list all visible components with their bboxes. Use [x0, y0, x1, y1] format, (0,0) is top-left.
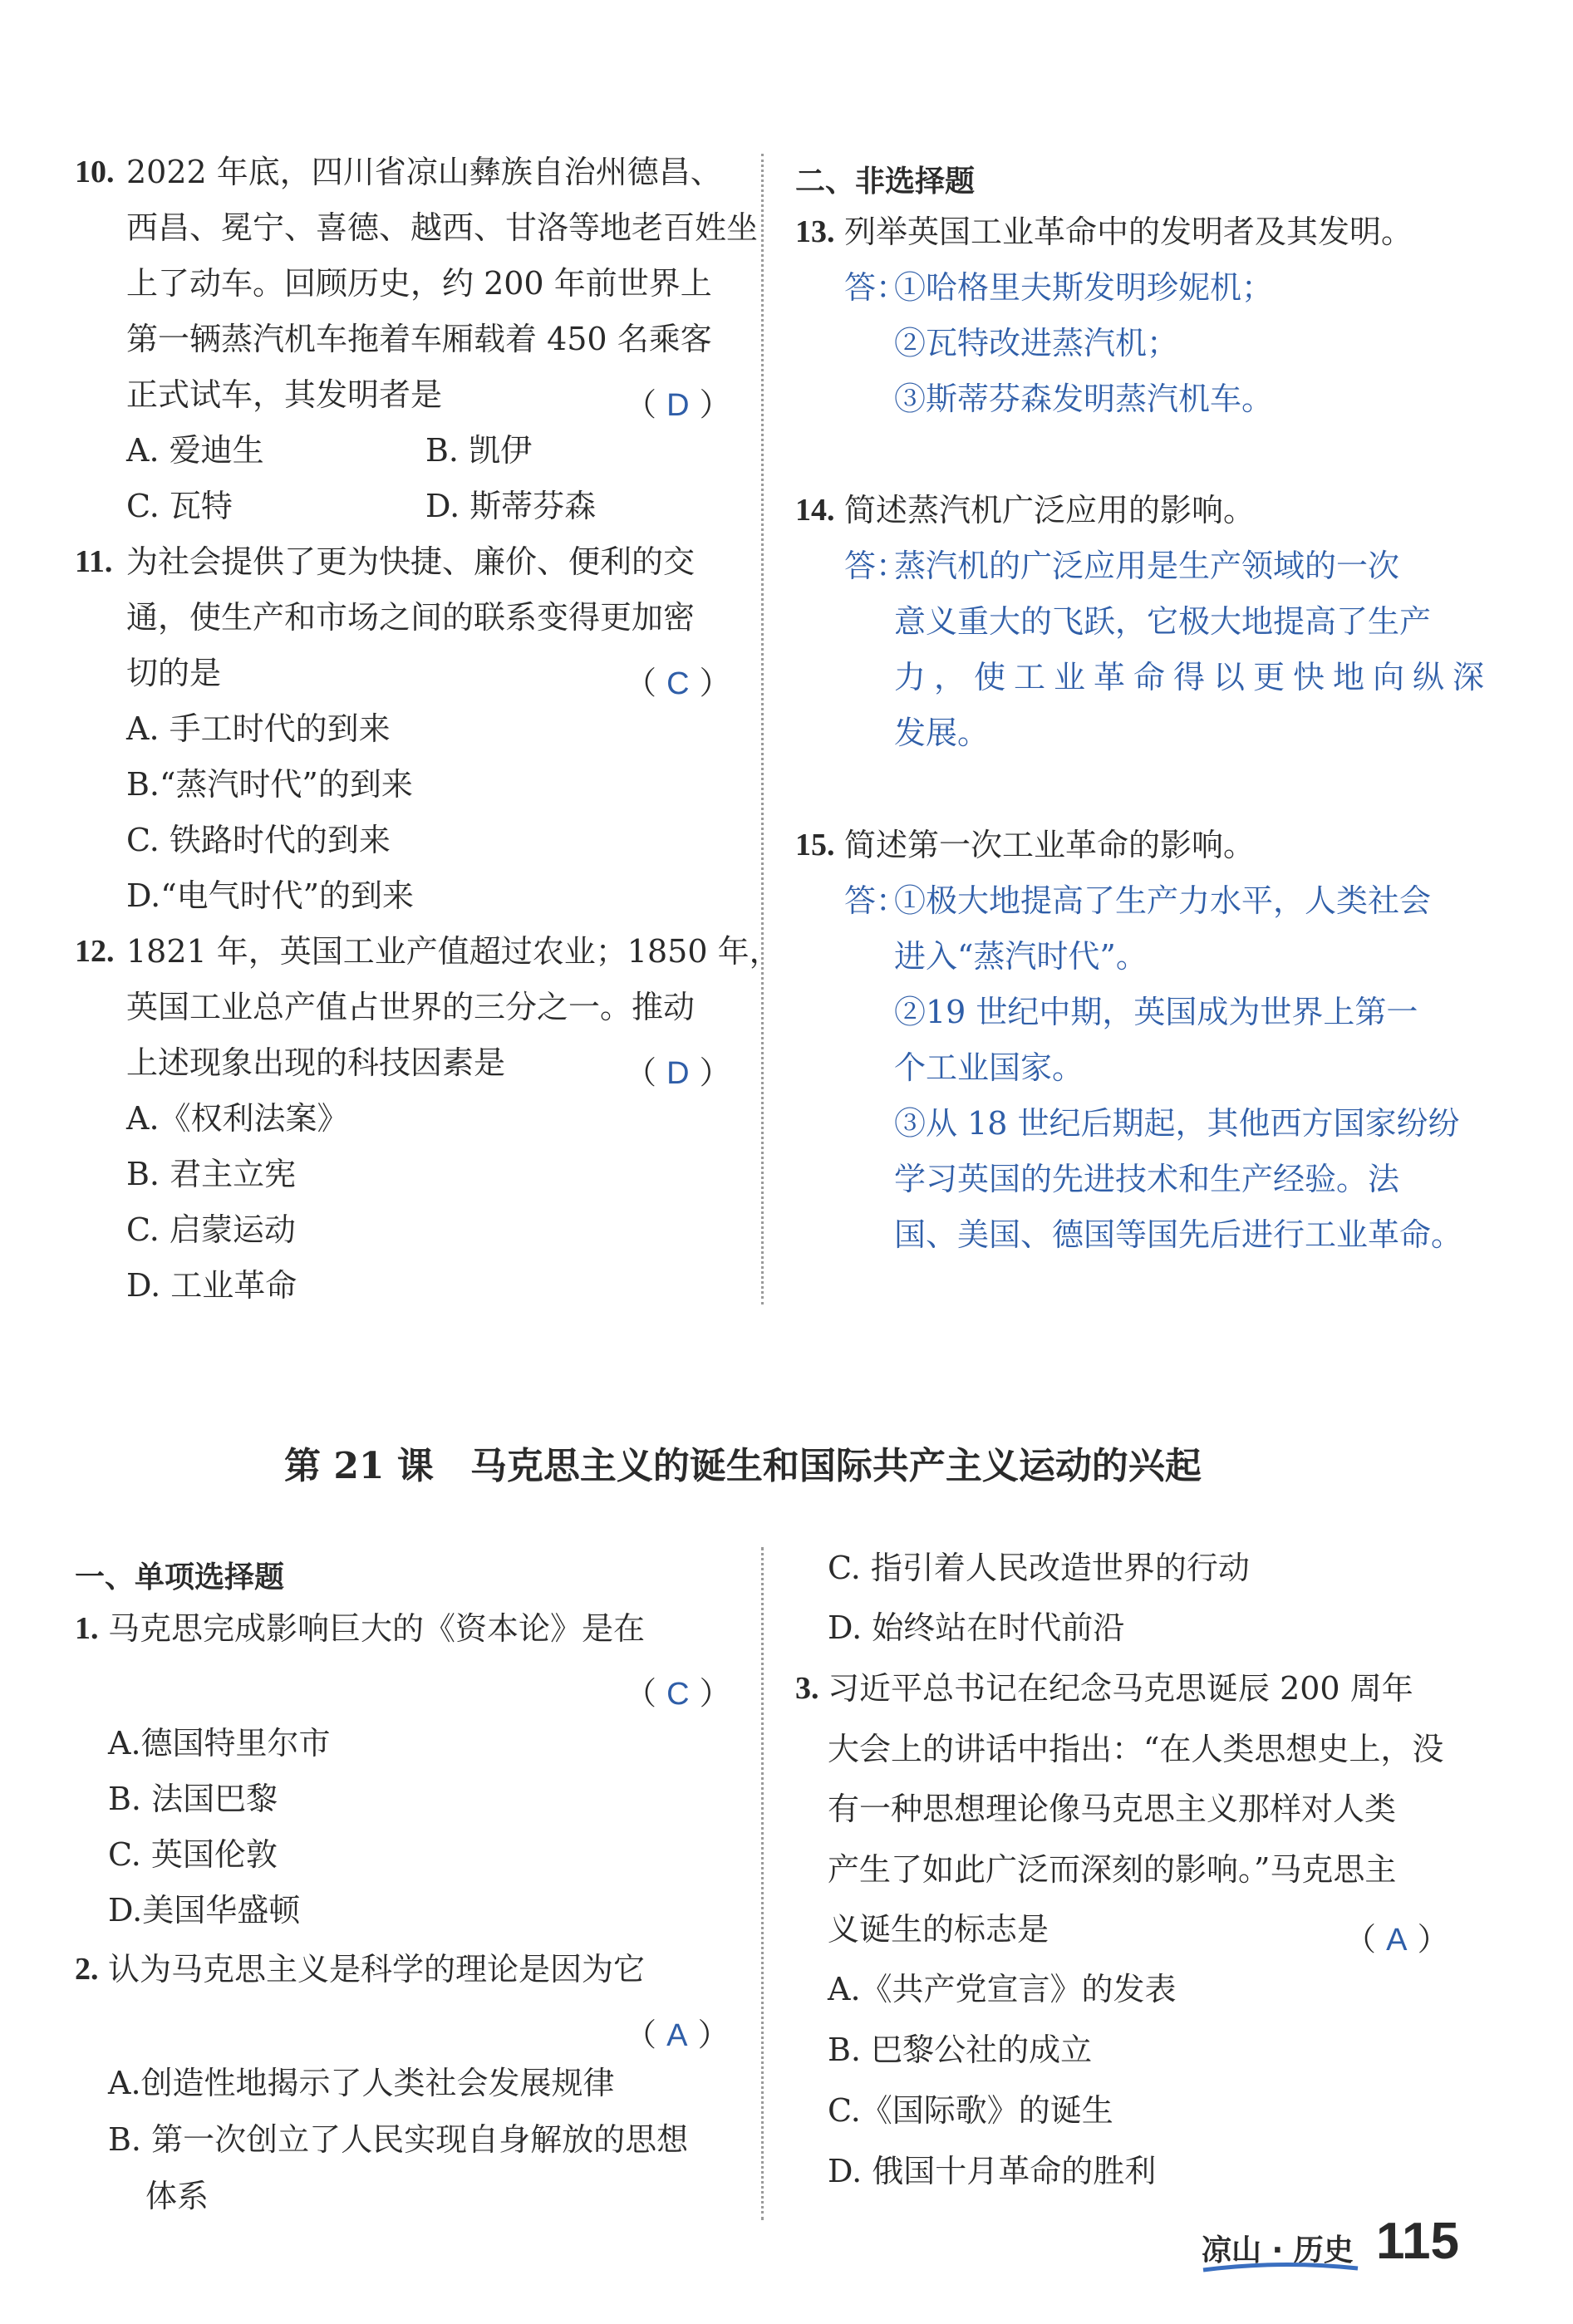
q10-line: 正式试车，其发明者是	[126, 376, 443, 413]
q1-answer-bracket: （ C ）	[625, 1675, 731, 1712]
q14-answer-line: 力，使工业革命得以更快地向纵深	[894, 659, 1493, 695]
q1-option-b: B. 法国巴黎	[108, 1781, 278, 1817]
q13-number: 13.	[795, 214, 835, 249]
q11-line: 通，使生产和市场之间的联系变得更加密	[126, 599, 696, 636]
q14-answer-line: 意义重大的飞跃，它极大地提高了生产	[894, 603, 1432, 640]
q11-number: 11.	[75, 544, 113, 579]
q12-option-b: B. 君主立宪	[126, 1156, 297, 1192]
q3-option-c: C.《国际歌》的诞生	[828, 2092, 1113, 2129]
q2-answer: A	[666, 2018, 688, 2053]
q3-number: 3.	[795, 1671, 819, 1706]
q13-answer-line: ②瓦特改进蒸汽机；	[894, 325, 1179, 361]
q11-option-d: D.“电气时代”的到来	[126, 877, 415, 914]
section-heading-single-choice: 一、单项选择题	[75, 1560, 285, 1594]
q2-option-a: A.创造性地揭示了人类社会发展规律	[108, 2065, 615, 2101]
page-number: 115	[1376, 2213, 1460, 2270]
q11-answer: C	[666, 666, 690, 701]
q11-option-b: B.“蒸汽时代”的到来	[126, 766, 413, 803]
q2-question: 认为马克思主义是科学的理论是因为它	[108, 1951, 646, 1987]
q3-option-a: A.《共产党宣言》的发表	[828, 1971, 1177, 2007]
q10-line: 西昌、冕宁、喜德、越西、甘洛等地老百姓坐	[126, 209, 759, 246]
q15-answer-line: ①极大地提高了生产力水平，人类社会	[894, 882, 1432, 919]
q14-question: 简述蒸汽机广泛应用的影响。	[844, 492, 1256, 528]
q13-answer-line: ③斯蒂芬森发明蒸汽机车。	[894, 381, 1274, 417]
q12-number: 12.	[75, 934, 115, 969]
q12-line: 上述现象出现的科技因素是	[126, 1044, 506, 1081]
q3-line: 义诞生的标志是	[828, 1911, 1049, 1948]
q3-option-b: B. 巴黎公社的成立	[828, 2032, 1093, 2068]
q15-answer-label: 答：	[844, 882, 908, 919]
q11-line: 切的是	[126, 655, 222, 691]
q15-answer-line: ③从 18 世纪后期起，其他西方国家纷纷	[894, 1105, 1460, 1142]
q10-line: 2022 年底，四川省凉山彝族自治州德昌、	[126, 154, 722, 190]
q15-number: 15.	[795, 828, 835, 862]
q15-answer-line: 国、美国、德国等国先后进行工业革命。	[894, 1216, 1463, 1253]
q2-option-d: D. 始终站在时代前沿	[828, 1609, 1125, 1646]
q10-answer-bracket: （ D ）	[625, 386, 731, 423]
q1-answer: C	[666, 1677, 690, 1712]
q1-option-d: D.美国华盛顿	[108, 1892, 301, 1928]
q14-answer-label: 答：	[844, 548, 908, 584]
q1-number: 1.	[75, 1611, 99, 1646]
q3-line: 有一种思想理论像马克思主义那样对人类	[828, 1791, 1397, 1827]
q12-option-d: D. 工业革命	[126, 1267, 297, 1304]
q11-option-c: C. 铁路时代的到来	[126, 822, 391, 858]
q15-answer-line: ②19 世纪中期，英国成为世界上第一	[894, 994, 1418, 1030]
q15-answer-line: 个工业国家。	[894, 1049, 1084, 1086]
q1-option-a: A.德国特里尔市	[108, 1725, 331, 1761]
q12-answer: D	[666, 1056, 690, 1091]
q15-question: 简述第一次工业革命的影响。	[844, 827, 1256, 863]
q10-line: 第一辆蒸汽机车拖着车厢载着 450 名乘客	[126, 321, 712, 357]
q14-answer-line: 发展。	[894, 715, 990, 751]
q3-answer: A	[1386, 1923, 1408, 1958]
q12-line: 1821 年，英国工业产值超过农业；1850 年，	[126, 933, 781, 970]
q13-answer-label: 答：	[844, 269, 908, 306]
q2-number: 2.	[75, 1952, 99, 1987]
q1-option-c: C. 英国伦敦	[108, 1836, 278, 1873]
q2-answer-bracket: （ A ）	[625, 2017, 730, 2053]
q2-option-b: B. 第一次创立了人民实现自身解放的思想	[108, 2121, 689, 2158]
q10-option-b: B. 凯伊	[425, 432, 533, 469]
q3-answer-bracket: （ A ）	[1344, 1921, 1449, 1958]
q11-line: 为社会提供了更为快捷、廉价、便利的交	[126, 543, 696, 580]
q15-answer-line: 进入“蒸汽时代”。	[894, 938, 1148, 975]
q13-question: 列举英国工业革命中的发明者及其发明。	[844, 214, 1413, 250]
q1-question: 马克思完成影响巨大的《资本论》是在	[108, 1610, 646, 1647]
q14-answer-line: 蒸汽机的广泛应用是生产领域的一次	[894, 548, 1400, 584]
q2-option-c: C. 指引着人民改造世界的行动	[828, 1550, 1250, 1586]
section-heading-non-choice: 二、非选择题	[795, 165, 976, 199]
q10-option-d: D. 斯蒂芬森	[425, 488, 597, 524]
footer-book-name: 凉山 · 历史	[1202, 2233, 1354, 2267]
q3-line: 大会上的讲话中指出：“在人类思想史上，没	[828, 1731, 1444, 1767]
q12-line: 英国工业总产值占世界的三分之一。推动	[126, 989, 696, 1025]
lesson-title: 第 21 课 马克思主义的诞生和国际共产主义运动的兴起	[284, 1445, 1202, 1487]
q13-answer-line: ①哈格里夫斯发明珍妮机；	[894, 269, 1274, 306]
q3-line: 产生了如此广泛而深刻的影响。”马克思主	[828, 1851, 1397, 1888]
q10-option-a: A. 爱迪生	[126, 432, 264, 469]
q12-answer-bracket: （ D ）	[625, 1054, 731, 1091]
column-divider	[761, 1547, 764, 2220]
q10-option-c: C. 瓦特	[126, 488, 233, 524]
q11-option-a: A. 手工时代的到来	[126, 710, 391, 747]
q12-option-c: C. 启蒙运动	[126, 1211, 296, 1248]
q10-number: 10.	[75, 155, 115, 189]
q2-option-b-cont: 体系	[145, 2178, 209, 2214]
q10-line: 上了动车。回顾历史，约 200 年前世界上	[126, 265, 712, 302]
q3-option-d: D. 俄国十月革命的胜利	[828, 2153, 1157, 2189]
q11-answer-bracket: （ C ）	[625, 665, 731, 701]
q3-line: 习近平总书记在纪念马克思诞辰 200 周年	[828, 1670, 1413, 1707]
q15-answer-line: 学习英国的先进技术和生产经验。法	[894, 1161, 1400, 1197]
column-divider	[761, 154, 764, 1304]
q14-number: 14.	[795, 493, 835, 528]
q12-option-a: A.《权利法案》	[126, 1100, 349, 1137]
footer-swoosh-decoration	[1202, 2262, 1359, 2273]
q10-answer: D	[666, 388, 690, 423]
